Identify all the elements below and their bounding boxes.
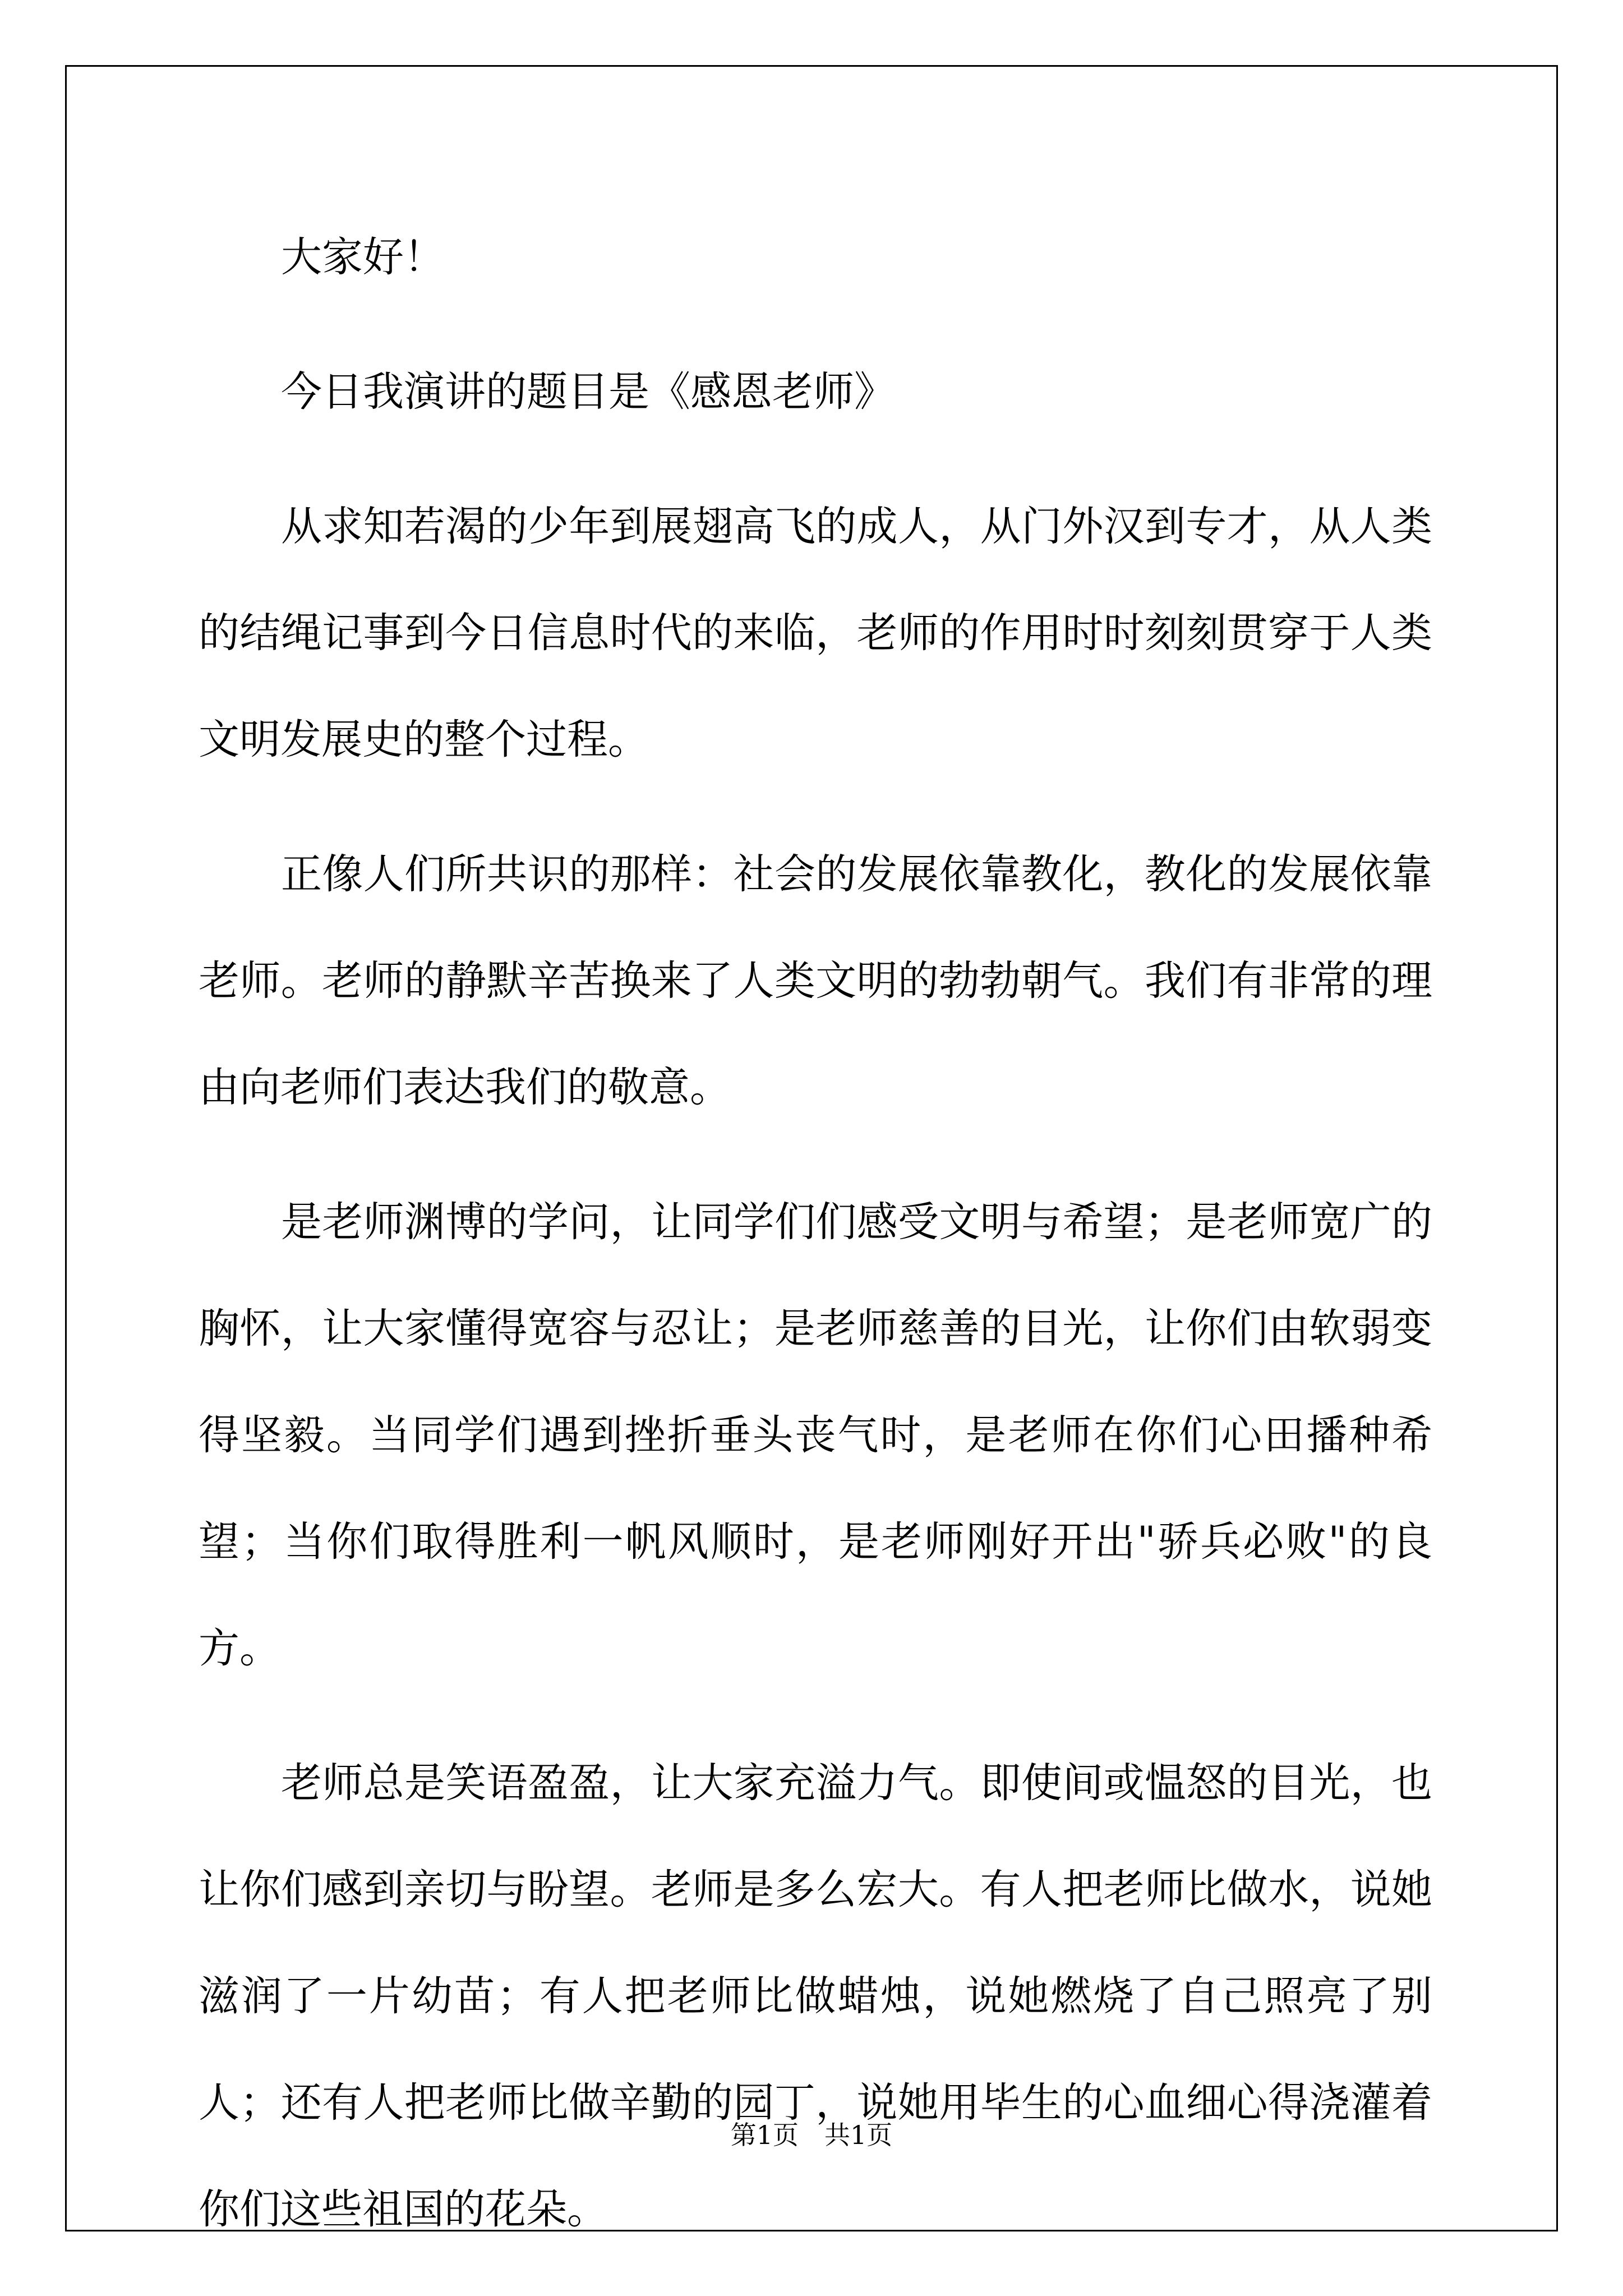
document-body — [199, 204, 1432, 2291]
paragraph-1: 从求知若渴的少年到展翅高飞的成人，从门外汉到专才，从人类的结绳记事到今日信息时代的来临，老师的作用时时刻刻贯穿于人类文明发展史的整个过程。 — [199, 503, 1432, 763]
paragraph-greeting: 大家好！ — [281, 233, 445, 281]
paragraph-4: 老师总是笑语盈盈，让大家充溢力气。即使间或愠怒的目光，也让你们感到亲切与盼望。老师是多么宏大。有人把老师比做水，说她滋润了一片幼苗；有人把老师比做蜡烛，说她燃烧了自己照亮了别人；还有人把老师比做辛勤的园丁，说她用毕生的心血细心得浇灌着你们这些祖国的花朵。 — [199, 1759, 1432, 2233]
page-footer: 第1页 共1页 — [730, 2120, 893, 2150]
paragraph-2: 正像人们所共识的那样：社会的发展依靠教化，教化的发展依靠老师。老师的静默辛苦换来了人类文明的勃勃朝气。我们有非常的理由向老师们表达我们的敬意。 — [199, 850, 1432, 1111]
paragraph-title: 今日我演讲的题目是《感恩老师》 — [281, 368, 895, 416]
paragraph-3: 是老师渊博的学问，让同学们们感受文明与希望；是老师宽广的胸怀，让大家懂得宽容与忍让；是老师慈善的目光，让你们由软弱变得坚毅。当同学们遇到挫折垂头丧气时，是老师在你们心田播种希望；当你们取得胜利一帆风顺时，是老师刚好开出"骄兵必败"的良方。 — [199, 1198, 1432, 1672]
